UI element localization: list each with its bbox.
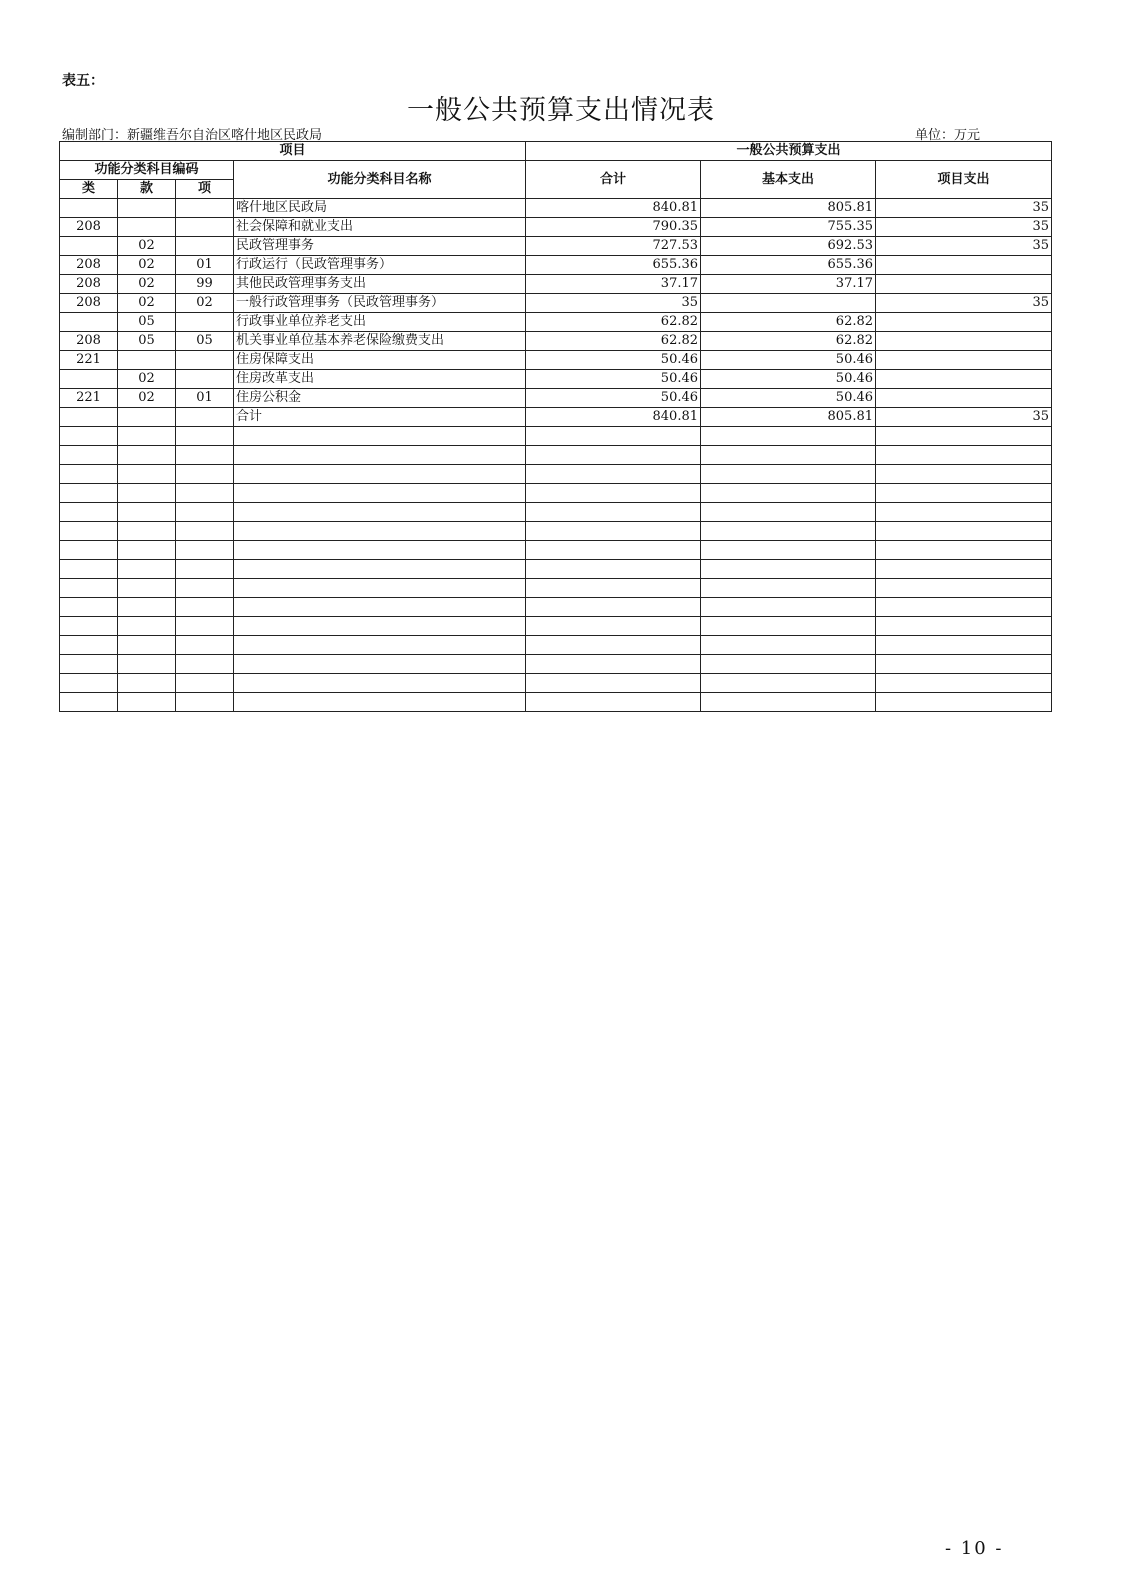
cell-xiang: 02 xyxy=(176,294,234,313)
blank-cell xyxy=(176,503,234,522)
blank-cell xyxy=(701,579,876,598)
blank-cell xyxy=(234,579,526,598)
budget-expenditure-table xyxy=(59,141,1052,712)
blank-cell xyxy=(876,427,1052,446)
cell-kuan xyxy=(118,218,176,237)
blank-cell xyxy=(118,522,176,541)
cell-basic: 50.46 xyxy=(701,370,876,389)
cell-total: 840.81 xyxy=(526,199,701,218)
cell-xiang xyxy=(176,199,234,218)
cell-total: 727.53 xyxy=(526,237,701,256)
blank-cell xyxy=(876,636,1052,655)
blank-cell xyxy=(118,617,176,636)
cell-basic: 50.46 xyxy=(701,389,876,408)
blank-cell xyxy=(60,522,118,541)
header-subject-name: 功能分类科目名称 xyxy=(234,161,526,199)
table-row xyxy=(60,313,1052,332)
cell-lei xyxy=(60,313,118,332)
document-title: 一般公共预算支出情况表 xyxy=(407,95,715,126)
cell-lei: 208 xyxy=(60,275,118,294)
cell-kuan: 02 xyxy=(118,275,176,294)
cell-project xyxy=(876,351,1052,370)
blank-cell xyxy=(701,446,876,465)
blank-cell xyxy=(118,465,176,484)
cell-project: 35 xyxy=(876,199,1052,218)
blank-cell xyxy=(526,427,701,446)
cell-lei: 221 xyxy=(60,389,118,408)
blank-cell xyxy=(60,541,118,560)
unit-label: 单位：万元 xyxy=(915,128,981,143)
blank-cell xyxy=(118,446,176,465)
cell-subject-name: 喀什地区民政局 xyxy=(234,199,526,218)
blank-cell xyxy=(176,655,234,674)
cell-subject-name: 其他民政管理事务支出 xyxy=(234,275,526,294)
blank-cell xyxy=(176,522,234,541)
blank-row xyxy=(60,465,1052,484)
blank-cell xyxy=(526,636,701,655)
blank-cell xyxy=(60,598,118,617)
blank-cell xyxy=(234,674,526,693)
table-row xyxy=(60,408,1052,427)
blank-cell xyxy=(526,484,701,503)
blank-cell xyxy=(876,598,1052,617)
cell-xiang xyxy=(176,218,234,237)
blank-cell xyxy=(701,693,876,712)
header-item: 项目 xyxy=(60,142,526,161)
cell-basic: 655.36 xyxy=(701,256,876,275)
blank-cell xyxy=(526,446,701,465)
cell-basic: 805.81 xyxy=(701,199,876,218)
blank-cell xyxy=(60,693,118,712)
blank-cell xyxy=(60,503,118,522)
header-total: 合计 xyxy=(526,161,701,199)
cell-project: 35 xyxy=(876,408,1052,427)
blank-cell xyxy=(60,465,118,484)
cell-total: 840.81 xyxy=(526,408,701,427)
blank-row xyxy=(60,636,1052,655)
cell-subject-name: 行政事业单位养老支出 xyxy=(234,313,526,332)
table-row xyxy=(60,256,1052,275)
cell-total: 655.36 xyxy=(526,256,701,275)
blank-row xyxy=(60,655,1052,674)
blank-cell xyxy=(118,560,176,579)
cell-basic: 805.81 xyxy=(701,408,876,427)
blank-cell xyxy=(234,522,526,541)
blank-row xyxy=(60,484,1052,503)
blank-cell xyxy=(118,427,176,446)
cell-kuan: 02 xyxy=(118,256,176,275)
cell-basic: 755.35 xyxy=(701,218,876,237)
cell-basic: 692.53 xyxy=(701,237,876,256)
cell-basic: 62.82 xyxy=(701,313,876,332)
blank-cell xyxy=(234,446,526,465)
blank-cell xyxy=(701,503,876,522)
cell-xiang: 01 xyxy=(176,389,234,408)
cell-kuan xyxy=(118,351,176,370)
cell-lei xyxy=(60,408,118,427)
header-project: 项目支出 xyxy=(876,161,1052,199)
cell-basic: 37.17 xyxy=(701,275,876,294)
blank-cell xyxy=(701,541,876,560)
table-row xyxy=(60,351,1052,370)
cell-xiang xyxy=(176,408,234,427)
blank-cell xyxy=(876,446,1052,465)
blank-cell xyxy=(60,636,118,655)
blank-cell xyxy=(526,522,701,541)
blank-cell xyxy=(118,579,176,598)
blank-cell xyxy=(118,598,176,617)
cell-kuan xyxy=(118,408,176,427)
cell-lei xyxy=(60,199,118,218)
cell-project: 35 xyxy=(876,294,1052,313)
blank-row xyxy=(60,522,1052,541)
blank-cell xyxy=(876,674,1052,693)
table-label: 表五： xyxy=(62,73,104,89)
cell-subject-name: 社会保障和就业支出 xyxy=(234,218,526,237)
blank-cell xyxy=(60,655,118,674)
blank-cell xyxy=(526,579,701,598)
blank-cell xyxy=(526,655,701,674)
blank-cell xyxy=(118,655,176,674)
header-code-group: 功能分类科目编码 xyxy=(60,161,234,180)
blank-cell xyxy=(176,693,234,712)
cell-kuan: 02 xyxy=(118,370,176,389)
cell-subject-name: 合计 xyxy=(234,408,526,427)
blank-cell xyxy=(60,579,118,598)
cell-project: 35 xyxy=(876,218,1052,237)
blank-cell xyxy=(701,617,876,636)
blank-cell xyxy=(526,465,701,484)
blank-row xyxy=(60,693,1052,712)
blank-cell xyxy=(876,484,1052,503)
cell-lei: 221 xyxy=(60,351,118,370)
blank-cell xyxy=(876,522,1052,541)
cell-total: 35 xyxy=(526,294,701,313)
blank-row xyxy=(60,446,1052,465)
blank-cell xyxy=(234,598,526,617)
blank-row xyxy=(60,617,1052,636)
blank-cell xyxy=(234,693,526,712)
blank-cell xyxy=(234,465,526,484)
blank-cell xyxy=(234,484,526,503)
blank-cell xyxy=(701,674,876,693)
blank-cell xyxy=(118,484,176,503)
blank-cell xyxy=(234,560,526,579)
cell-kuan: 05 xyxy=(118,313,176,332)
table-row xyxy=(60,370,1052,389)
blank-cell xyxy=(176,636,234,655)
header-kuan: 款 xyxy=(118,180,176,199)
blank-cell xyxy=(118,636,176,655)
cell-project xyxy=(876,275,1052,294)
blank-cell xyxy=(876,560,1052,579)
cell-lei xyxy=(60,237,118,256)
cell-subject-name: 一般行政管理事务（民政管理事务） xyxy=(234,294,526,313)
blank-cell xyxy=(701,636,876,655)
blank-row xyxy=(60,560,1052,579)
blank-cell xyxy=(234,503,526,522)
blank-cell xyxy=(526,560,701,579)
blank-cell xyxy=(118,541,176,560)
table-row xyxy=(60,294,1052,313)
table-row xyxy=(60,389,1052,408)
blank-cell xyxy=(60,674,118,693)
table-row xyxy=(60,332,1052,351)
blank-row xyxy=(60,598,1052,617)
cell-project xyxy=(876,370,1052,389)
blank-cell xyxy=(176,446,234,465)
blank-cell xyxy=(176,427,234,446)
department-label: 编制部门：新疆维吾尔自治区喀什地区民政局 xyxy=(62,128,323,143)
header-lei: 类 xyxy=(60,180,118,199)
blank-row xyxy=(60,674,1052,693)
cell-project xyxy=(876,256,1052,275)
cell-project: 35 xyxy=(876,237,1052,256)
blank-cell xyxy=(60,484,118,503)
cell-lei: 208 xyxy=(60,332,118,351)
blank-cell xyxy=(118,674,176,693)
cell-total: 37.17 xyxy=(526,275,701,294)
blank-cell xyxy=(234,617,526,636)
blank-row xyxy=(60,579,1052,598)
blank-cell xyxy=(876,655,1052,674)
header-basic: 基本支出 xyxy=(701,161,876,199)
blank-cell xyxy=(176,598,234,617)
blank-cell xyxy=(60,560,118,579)
cell-total: 50.46 xyxy=(526,351,701,370)
blank-cell xyxy=(876,579,1052,598)
blank-cell xyxy=(176,541,234,560)
blank-row xyxy=(60,541,1052,560)
header-budget-group: 一般公共预算支出 xyxy=(526,142,1052,161)
cell-subject-name: 机关事业单位基本养老保险缴费支出 xyxy=(234,332,526,351)
blank-cell xyxy=(526,503,701,522)
blank-cell xyxy=(176,560,234,579)
blank-cell xyxy=(176,579,234,598)
blank-cell xyxy=(526,541,701,560)
cell-subject-name: 住房公积金 xyxy=(234,389,526,408)
blank-cell xyxy=(234,541,526,560)
header-xiang: 项 xyxy=(176,180,234,199)
blank-cell xyxy=(234,427,526,446)
cell-subject-name: 民政管理事务 xyxy=(234,237,526,256)
blank-cell xyxy=(526,693,701,712)
cell-xiang: 05 xyxy=(176,332,234,351)
blank-cell xyxy=(701,560,876,579)
table-row xyxy=(60,218,1052,237)
cell-kuan: 02 xyxy=(118,389,176,408)
cell-subject-name: 住房保障支出 xyxy=(234,351,526,370)
table-body xyxy=(60,199,1052,712)
cell-kuan: 02 xyxy=(118,237,176,256)
blank-cell xyxy=(526,598,701,617)
blank-cell xyxy=(118,503,176,522)
table-row xyxy=(60,275,1052,294)
blank-cell xyxy=(701,655,876,674)
blank-row xyxy=(60,503,1052,522)
cell-xiang xyxy=(176,237,234,256)
cell-xiang: 99 xyxy=(176,275,234,294)
blank-cell xyxy=(176,484,234,503)
cell-lei: 208 xyxy=(60,218,118,237)
blank-cell xyxy=(176,674,234,693)
blank-cell xyxy=(876,465,1052,484)
blank-cell xyxy=(701,427,876,446)
cell-total: 790.35 xyxy=(526,218,701,237)
blank-cell xyxy=(701,484,876,503)
page-number: - 10 - xyxy=(945,1538,1004,1559)
blank-row xyxy=(60,427,1052,446)
cell-kuan: 02 xyxy=(118,294,176,313)
blank-cell xyxy=(526,674,701,693)
blank-cell xyxy=(876,541,1052,560)
cell-basic: 62.82 xyxy=(701,332,876,351)
blank-cell xyxy=(176,617,234,636)
blank-cell xyxy=(60,427,118,446)
cell-total: 62.82 xyxy=(526,313,701,332)
cell-xiang xyxy=(176,313,234,332)
blank-cell xyxy=(701,522,876,541)
cell-subject-name: 行政运行（民政管理事务） xyxy=(234,256,526,275)
cell-lei xyxy=(60,370,118,389)
cell-total: 50.46 xyxy=(526,370,701,389)
blank-cell xyxy=(118,693,176,712)
blank-cell xyxy=(876,693,1052,712)
cell-project xyxy=(876,332,1052,351)
blank-cell xyxy=(876,617,1052,636)
table-row xyxy=(60,199,1052,218)
cell-total: 62.82 xyxy=(526,332,701,351)
cell-kuan: 05 xyxy=(118,332,176,351)
cell-subject-name: 住房改革支出 xyxy=(234,370,526,389)
blank-cell xyxy=(234,636,526,655)
cell-project xyxy=(876,389,1052,408)
cell-basic xyxy=(701,294,876,313)
cell-basic: 50.46 xyxy=(701,351,876,370)
blank-cell xyxy=(526,617,701,636)
cell-total: 50.46 xyxy=(526,389,701,408)
blank-cell xyxy=(60,617,118,636)
blank-cell xyxy=(60,446,118,465)
blank-cell xyxy=(701,598,876,617)
blank-cell xyxy=(876,503,1052,522)
blank-cell xyxy=(701,465,876,484)
cell-lei: 208 xyxy=(60,256,118,275)
cell-project xyxy=(876,313,1052,332)
blank-cell xyxy=(234,655,526,674)
table-row xyxy=(60,237,1052,256)
cell-kuan xyxy=(118,199,176,218)
cell-xiang xyxy=(176,370,234,389)
cell-xiang xyxy=(176,351,234,370)
cell-lei: 208 xyxy=(60,294,118,313)
cell-xiang: 01 xyxy=(176,256,234,275)
blank-cell xyxy=(176,465,234,484)
